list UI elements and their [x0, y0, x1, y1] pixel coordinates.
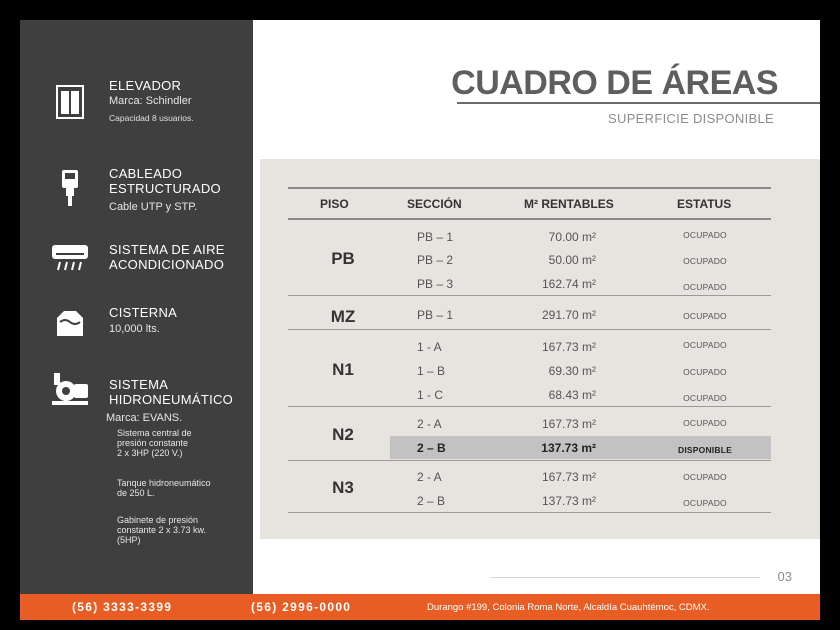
elevator-capacity: Capacidad 8 usuarios.: [109, 113, 194, 123]
title-underline: [457, 102, 820, 104]
row-seccion: 1 - C: [417, 388, 444, 402]
row-estatus: OCUPADO: [683, 498, 727, 508]
hydro-detail-system: Sistema central de presión constante 2 x 3HP (220 V.): [117, 428, 192, 458]
row-seccion: 2 - A: [417, 417, 442, 431]
row-seccion: 2 - A: [417, 470, 442, 484]
header-piso: PISO: [320, 197, 349, 211]
water-pump-icon: [50, 369, 90, 409]
address: Durango #199, Colonia Roma Norte, Alcaldía Cuauhtémoc, CDMX.: [427, 602, 710, 613]
header-estatus: ESTATUS: [677, 197, 732, 211]
row-m2: 137.73 m²: [541, 494, 596, 508]
footer-rule: [490, 577, 760, 578]
row-seccion: PB – 1: [417, 308, 454, 322]
sidebar: [20, 20, 253, 594]
cistern-capacity: 10,000 lts.: [109, 323, 160, 335]
row-estatus: OCUPADO: [683, 340, 727, 350]
row-seccion: 2 – B: [417, 494, 446, 508]
row-seccion: PB – 2: [417, 253, 454, 267]
row-estatus: OCUPADO: [683, 472, 727, 482]
row-m2-available: 137.73 m²: [541, 441, 596, 455]
ethernet-cable-icon: [50, 168, 90, 208]
piso-label: N1: [332, 360, 354, 379]
page-title: CUADRO DE ÁREAS: [451, 64, 778, 102]
row-m2: 167.73 m²: [541, 417, 596, 431]
header-seccion: SECCIÓN: [407, 197, 462, 211]
row-estatus: OCUPADO: [683, 367, 727, 377]
group-divider: [288, 295, 771, 296]
hydro-brand: Marca: EVANS.: [106, 412, 183, 424]
group-divider: [288, 460, 771, 461]
phone-number-1[interactable]: (56) 3333-3399: [72, 600, 173, 614]
hydro-detail-cabinet: Gabinete de presión constante 2 x 3.73 kw. (5HP): [117, 515, 207, 545]
elevator-icon: [50, 82, 90, 122]
elevator-title: ELEVADOR: [109, 78, 182, 93]
table-bottom-rule: [288, 512, 771, 513]
hydro-title: SISTEMA HIDRONEUMÁTICO: [109, 377, 234, 407]
piso-label: MZ: [330, 307, 356, 326]
table-header-rule: [288, 218, 771, 220]
page: [20, 20, 820, 620]
row-estatus: OCUPADO: [683, 418, 727, 428]
piso-label: PB: [331, 249, 355, 268]
row-seccion: PB – 3: [417, 277, 454, 291]
phone-number-2[interactable]: (56) 2996-0000: [251, 600, 352, 614]
row-estatus: OCUPADO: [683, 393, 727, 403]
piso-label: N2: [332, 425, 354, 444]
row-seccion: 1 - A: [417, 340, 442, 354]
page-number: 03: [777, 569, 792, 584]
row-m2: 167.73 m²: [541, 470, 596, 484]
row-estatus: OCUPADO: [683, 311, 727, 321]
table-top-rule: [288, 187, 771, 189]
footer-bar: [20, 594, 820, 620]
group-divider: [288, 329, 771, 330]
cistern-title: CISTERNA: [109, 305, 178, 320]
hydro-detail-tank: Tanque hidroneumático de 250 L.: [117, 478, 211, 498]
row-estatus: OCUPADO: [683, 256, 727, 266]
row-seccion: 1 – B: [417, 364, 446, 378]
air-conditioner-icon: [50, 238, 90, 278]
status-badge-available: DISPONIBLE: [678, 445, 732, 455]
row-estatus: OCUPADO: [683, 230, 727, 240]
page-subtitle: SUPERFICIE DISPONIBLE: [608, 111, 774, 126]
ac-title: SISTEMA DE AIRE ACONDICIONADO: [109, 242, 225, 272]
cabling-title: CABLEADO ESTRUCTURADO: [109, 166, 221, 196]
row-m2: 68.43 m²: [548, 388, 596, 402]
row-m2: 167.73 m²: [541, 340, 596, 354]
row-seccion-available: 2 – B: [417, 441, 446, 455]
row-m2: 70.00 m²: [548, 230, 596, 244]
group-divider: [288, 406, 771, 407]
cistern-icon: [50, 303, 90, 343]
row-m2: 291.70 m²: [541, 308, 596, 322]
piso-label: N3: [332, 478, 354, 497]
row-m2: 162.74 m²: [541, 277, 596, 291]
row-m2: 50.00 m²: [548, 253, 596, 267]
row-estatus: OCUPADO: [683, 282, 727, 292]
row-seccion: PB – 1: [417, 230, 454, 244]
row-m2: 69.30 m²: [548, 364, 596, 378]
cabling-detail: Cable UTP y STP.: [109, 201, 198, 213]
elevator-brand: Marca: Schindler: [109, 95, 192, 107]
header-m2: M² RENTABLES: [524, 197, 614, 211]
